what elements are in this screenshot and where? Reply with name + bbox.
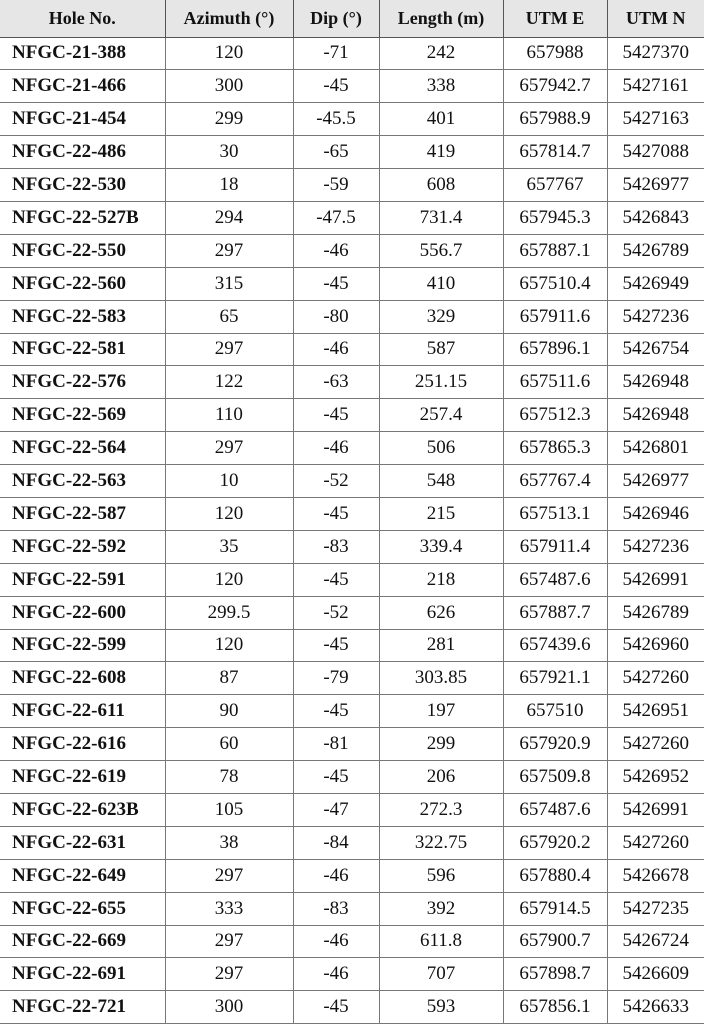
utm-n-cell: 5426754 bbox=[607, 333, 704, 366]
dip-cell: -47 bbox=[293, 793, 379, 826]
utm-n-cell: 5426678 bbox=[607, 859, 704, 892]
utm-n-cell: 5427260 bbox=[607, 728, 704, 761]
utm-e-cell: 657896.1 bbox=[503, 333, 607, 366]
utm-n-cell: 5426991 bbox=[607, 793, 704, 826]
dip-cell: -52 bbox=[293, 465, 379, 498]
azimuth-cell: 30 bbox=[165, 136, 293, 169]
utm-e-cell: 657487.6 bbox=[503, 563, 607, 596]
utm-e-cell: 657988.9 bbox=[503, 103, 607, 136]
utm-e-cell: 657487.6 bbox=[503, 793, 607, 826]
dip-cell: -83 bbox=[293, 892, 379, 925]
table-row bbox=[0, 136, 704, 169]
table-row bbox=[0, 399, 704, 432]
table-row bbox=[0, 201, 704, 234]
azimuth-cell: 110 bbox=[165, 399, 293, 432]
dip-cell: -45 bbox=[293, 70, 379, 103]
azimuth-cell: 18 bbox=[165, 169, 293, 202]
azimuth-cell: 10 bbox=[165, 465, 293, 498]
header-utm-e: UTM E bbox=[503, 0, 607, 37]
utm-e-cell: 657911.6 bbox=[503, 300, 607, 333]
hole-no-cell: NFGC-22-631 bbox=[0, 826, 165, 859]
length-cell: 242 bbox=[379, 37, 503, 70]
length-cell: 392 bbox=[379, 892, 503, 925]
table-row bbox=[0, 695, 704, 728]
utm-n-cell: 5426977 bbox=[607, 465, 704, 498]
hole-no-cell: NFGC-22-581 bbox=[0, 333, 165, 366]
dip-cell: -80 bbox=[293, 300, 379, 333]
hole-no-cell: NFGC-21-454 bbox=[0, 103, 165, 136]
dip-cell: -59 bbox=[293, 169, 379, 202]
length-cell: 215 bbox=[379, 497, 503, 530]
utm-n-cell: 5426952 bbox=[607, 761, 704, 794]
utm-n-cell: 5427235 bbox=[607, 892, 704, 925]
azimuth-cell: 297 bbox=[165, 925, 293, 958]
table-row bbox=[0, 37, 704, 70]
azimuth-cell: 297 bbox=[165, 958, 293, 991]
length-cell: 593 bbox=[379, 991, 503, 1024]
azimuth-cell: 65 bbox=[165, 300, 293, 333]
hole-no-cell: NFGC-22-619 bbox=[0, 761, 165, 794]
azimuth-cell: 297 bbox=[165, 859, 293, 892]
dip-cell: -45.5 bbox=[293, 103, 379, 136]
utm-e-cell: 657911.4 bbox=[503, 530, 607, 563]
hole-no-cell: NFGC-22-600 bbox=[0, 596, 165, 629]
utm-n-cell: 5426948 bbox=[607, 399, 704, 432]
hole-no-cell: NFGC-22-599 bbox=[0, 629, 165, 662]
utm-n-cell: 5426951 bbox=[607, 695, 704, 728]
header-hole-no: Hole No. bbox=[0, 0, 165, 37]
utm-n-cell: 5426633 bbox=[607, 991, 704, 1024]
length-cell: 272.3 bbox=[379, 793, 503, 826]
azimuth-cell: 90 bbox=[165, 695, 293, 728]
azimuth-cell: 299.5 bbox=[165, 596, 293, 629]
length-cell: 197 bbox=[379, 695, 503, 728]
utm-e-cell: 657988 bbox=[503, 37, 607, 70]
utm-n-cell: 5426843 bbox=[607, 201, 704, 234]
hole-no-cell: NFGC-22-721 bbox=[0, 991, 165, 1024]
dip-cell: -79 bbox=[293, 662, 379, 695]
dip-cell: -71 bbox=[293, 37, 379, 70]
azimuth-cell: 120 bbox=[165, 563, 293, 596]
length-cell: 329 bbox=[379, 300, 503, 333]
utm-n-cell: 5427370 bbox=[607, 37, 704, 70]
length-cell: 419 bbox=[379, 136, 503, 169]
utm-n-cell: 5426801 bbox=[607, 432, 704, 465]
azimuth-cell: 122 bbox=[165, 366, 293, 399]
table-row bbox=[0, 169, 704, 202]
azimuth-cell: 297 bbox=[165, 234, 293, 267]
header-dip: Dip (°) bbox=[293, 0, 379, 37]
azimuth-cell: 294 bbox=[165, 201, 293, 234]
table-row bbox=[0, 793, 704, 826]
utm-n-cell: 5427260 bbox=[607, 826, 704, 859]
dip-cell: -84 bbox=[293, 826, 379, 859]
azimuth-cell: 297 bbox=[165, 432, 293, 465]
dip-cell: -45 bbox=[293, 497, 379, 530]
dip-cell: -46 bbox=[293, 333, 379, 366]
utm-n-cell: 5426948 bbox=[607, 366, 704, 399]
length-cell: 587 bbox=[379, 333, 503, 366]
table-row bbox=[0, 991, 704, 1024]
table-row bbox=[0, 563, 704, 596]
utm-e-cell: 657920.2 bbox=[503, 826, 607, 859]
table-row bbox=[0, 925, 704, 958]
hole-no-cell: NFGC-22-587 bbox=[0, 497, 165, 530]
hole-no-cell: NFGC-22-591 bbox=[0, 563, 165, 596]
azimuth-cell: 299 bbox=[165, 103, 293, 136]
dip-cell: -45 bbox=[293, 761, 379, 794]
hole-no-cell: NFGC-22-486 bbox=[0, 136, 165, 169]
utm-e-cell: 657914.5 bbox=[503, 892, 607, 925]
dip-cell: -45 bbox=[293, 695, 379, 728]
azimuth-cell: 300 bbox=[165, 991, 293, 1024]
utm-e-cell: 657814.7 bbox=[503, 136, 607, 169]
dip-cell: -46 bbox=[293, 925, 379, 958]
hole-no-cell: NFGC-21-466 bbox=[0, 70, 165, 103]
length-cell: 281 bbox=[379, 629, 503, 662]
utm-e-cell: 657920.9 bbox=[503, 728, 607, 761]
length-cell: 556.7 bbox=[379, 234, 503, 267]
dip-cell: -45 bbox=[293, 399, 379, 432]
azimuth-cell: 333 bbox=[165, 892, 293, 925]
hole-no-cell: NFGC-22-649 bbox=[0, 859, 165, 892]
dip-cell: -81 bbox=[293, 728, 379, 761]
dip-cell: -46 bbox=[293, 859, 379, 892]
utm-n-cell: 5426949 bbox=[607, 267, 704, 300]
utm-e-cell: 657900.7 bbox=[503, 925, 607, 958]
hole-no-cell: NFGC-22-608 bbox=[0, 662, 165, 695]
table-row bbox=[0, 432, 704, 465]
utm-n-cell: 5427163 bbox=[607, 103, 704, 136]
utm-e-cell: 657439.6 bbox=[503, 629, 607, 662]
utm-e-cell: 657865.3 bbox=[503, 432, 607, 465]
dip-cell: -46 bbox=[293, 432, 379, 465]
length-cell: 251.15 bbox=[379, 366, 503, 399]
hole-no-cell: NFGC-22-611 bbox=[0, 695, 165, 728]
length-cell: 506 bbox=[379, 432, 503, 465]
azimuth-cell: 315 bbox=[165, 267, 293, 300]
length-cell: 206 bbox=[379, 761, 503, 794]
hole-no-cell: NFGC-22-550 bbox=[0, 234, 165, 267]
table-row bbox=[0, 333, 704, 366]
header-length: Length (m) bbox=[379, 0, 503, 37]
azimuth-cell: 105 bbox=[165, 793, 293, 826]
table-row bbox=[0, 103, 704, 136]
dip-cell: -65 bbox=[293, 136, 379, 169]
dip-cell: -52 bbox=[293, 596, 379, 629]
hole-no-cell: NFGC-22-569 bbox=[0, 399, 165, 432]
utm-n-cell: 5427260 bbox=[607, 662, 704, 695]
table-row bbox=[0, 300, 704, 333]
dip-cell: -46 bbox=[293, 958, 379, 991]
utm-n-cell: 5426724 bbox=[607, 925, 704, 958]
utm-e-cell: 657887.7 bbox=[503, 596, 607, 629]
utm-n-cell: 5427236 bbox=[607, 530, 704, 563]
utm-e-cell: 657898.7 bbox=[503, 958, 607, 991]
utm-n-cell: 5426789 bbox=[607, 596, 704, 629]
utm-e-cell: 657856.1 bbox=[503, 991, 607, 1024]
length-cell: 608 bbox=[379, 169, 503, 202]
hole-no-cell: NFGC-21-388 bbox=[0, 37, 165, 70]
table-row bbox=[0, 629, 704, 662]
dip-cell: -63 bbox=[293, 366, 379, 399]
hole-no-cell: NFGC-22-669 bbox=[0, 925, 165, 958]
azimuth-cell: 120 bbox=[165, 37, 293, 70]
table-row bbox=[0, 530, 704, 563]
utm-e-cell: 657511.6 bbox=[503, 366, 607, 399]
utm-e-cell: 657880.4 bbox=[503, 859, 607, 892]
length-cell: 410 bbox=[379, 267, 503, 300]
hole-no-cell: NFGC-22-527B bbox=[0, 201, 165, 234]
length-cell: 626 bbox=[379, 596, 503, 629]
length-cell: 548 bbox=[379, 465, 503, 498]
hole-no-cell: NFGC-22-576 bbox=[0, 366, 165, 399]
utm-e-cell: 657510.4 bbox=[503, 267, 607, 300]
dip-cell: -45 bbox=[293, 267, 379, 300]
length-cell: 731.4 bbox=[379, 201, 503, 234]
table-row bbox=[0, 728, 704, 761]
hole-no-cell: NFGC-22-616 bbox=[0, 728, 165, 761]
length-cell: 707 bbox=[379, 958, 503, 991]
dip-cell: -45 bbox=[293, 991, 379, 1024]
table-row bbox=[0, 892, 704, 925]
utm-n-cell: 5426960 bbox=[607, 629, 704, 662]
dip-cell: -45 bbox=[293, 629, 379, 662]
hole-no-cell: NFGC-22-691 bbox=[0, 958, 165, 991]
utm-n-cell: 5427088 bbox=[607, 136, 704, 169]
hole-no-cell: NFGC-22-530 bbox=[0, 169, 165, 202]
utm-e-cell: 657510 bbox=[503, 695, 607, 728]
table-row bbox=[0, 267, 704, 300]
header-row bbox=[0, 0, 704, 37]
hole-no-cell: NFGC-22-655 bbox=[0, 892, 165, 925]
azimuth-cell: 38 bbox=[165, 826, 293, 859]
table-row bbox=[0, 761, 704, 794]
hole-no-cell: NFGC-22-583 bbox=[0, 300, 165, 333]
hole-no-cell: NFGC-22-560 bbox=[0, 267, 165, 300]
length-cell: 401 bbox=[379, 103, 503, 136]
length-cell: 257.4 bbox=[379, 399, 503, 432]
hole-no-cell: NFGC-22-623B bbox=[0, 793, 165, 826]
azimuth-cell: 60 bbox=[165, 728, 293, 761]
table-row bbox=[0, 70, 704, 103]
azimuth-cell: 120 bbox=[165, 629, 293, 662]
length-cell: 299 bbox=[379, 728, 503, 761]
length-cell: 611.8 bbox=[379, 925, 503, 958]
dip-cell: -45 bbox=[293, 563, 379, 596]
length-cell: 338 bbox=[379, 70, 503, 103]
table-row bbox=[0, 662, 704, 695]
hole-no-cell: NFGC-22-564 bbox=[0, 432, 165, 465]
azimuth-cell: 300 bbox=[165, 70, 293, 103]
dip-cell: -46 bbox=[293, 234, 379, 267]
utm-e-cell: 657887.1 bbox=[503, 234, 607, 267]
utm-e-cell: 657512.3 bbox=[503, 399, 607, 432]
azimuth-cell: 78 bbox=[165, 761, 293, 794]
azimuth-cell: 297 bbox=[165, 333, 293, 366]
utm-n-cell: 5426991 bbox=[607, 563, 704, 596]
utm-e-cell: 657767 bbox=[503, 169, 607, 202]
length-cell: 303.85 bbox=[379, 662, 503, 695]
table-row bbox=[0, 826, 704, 859]
table-row bbox=[0, 859, 704, 892]
utm-n-cell: 5426946 bbox=[607, 497, 704, 530]
hole-no-cell: NFGC-22-563 bbox=[0, 465, 165, 498]
table-row bbox=[0, 497, 704, 530]
utm-e-cell: 657513.1 bbox=[503, 497, 607, 530]
utm-e-cell: 657942.7 bbox=[503, 70, 607, 103]
table-row bbox=[0, 234, 704, 267]
table-row bbox=[0, 465, 704, 498]
table-header bbox=[0, 0, 704, 37]
azimuth-cell: 35 bbox=[165, 530, 293, 563]
length-cell: 218 bbox=[379, 563, 503, 596]
table-row bbox=[0, 366, 704, 399]
utm-e-cell: 657921.1 bbox=[503, 662, 607, 695]
header-utm-n: UTM N bbox=[607, 0, 704, 37]
header-azimuth: Azimuth (°) bbox=[165, 0, 293, 37]
utm-e-cell: 657945.3 bbox=[503, 201, 607, 234]
length-cell: 596 bbox=[379, 859, 503, 892]
utm-n-cell: 5427161 bbox=[607, 70, 704, 103]
azimuth-cell: 87 bbox=[165, 662, 293, 695]
utm-n-cell: 5426609 bbox=[607, 958, 704, 991]
dip-cell: -83 bbox=[293, 530, 379, 563]
utm-n-cell: 5427236 bbox=[607, 300, 704, 333]
utm-e-cell: 657509.8 bbox=[503, 761, 607, 794]
dip-cell: -47.5 bbox=[293, 201, 379, 234]
utm-n-cell: 5426789 bbox=[607, 234, 704, 267]
table-row bbox=[0, 958, 704, 991]
utm-n-cell: 5426977 bbox=[607, 169, 704, 202]
utm-e-cell: 657767.4 bbox=[503, 465, 607, 498]
table-body bbox=[0, 37, 704, 1024]
length-cell: 339.4 bbox=[379, 530, 503, 563]
length-cell: 322.75 bbox=[379, 826, 503, 859]
hole-no-cell: NFGC-22-592 bbox=[0, 530, 165, 563]
azimuth-cell: 120 bbox=[165, 497, 293, 530]
table-row bbox=[0, 596, 704, 629]
